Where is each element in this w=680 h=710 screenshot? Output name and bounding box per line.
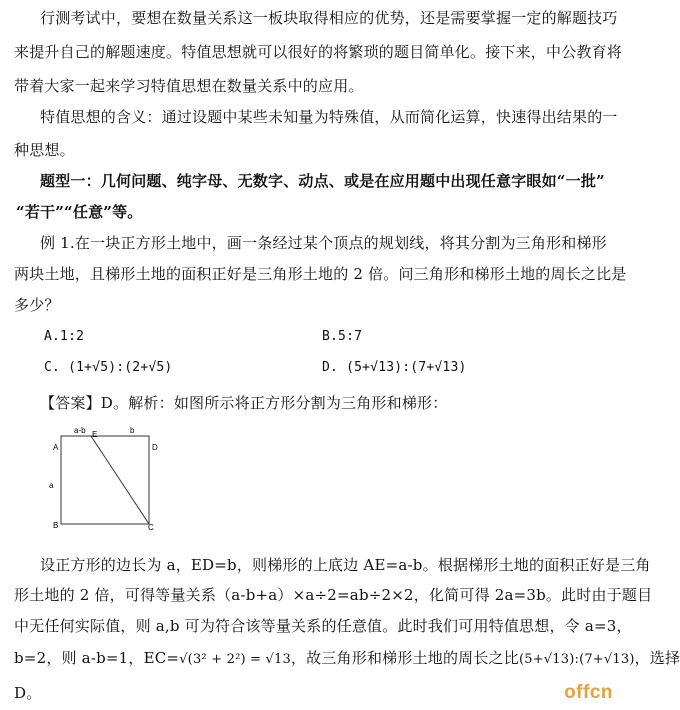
option-c-label: C. xyxy=(44,360,61,375)
offcn-watermark-logo: offcn xyxy=(564,682,613,703)
heading-type-one-line-2: “若干”“任意”等。 xyxy=(16,203,143,221)
option-d xyxy=(322,358,467,378)
option-c xyxy=(44,358,172,378)
option-d-formula: (5+√13):(7+√13) xyxy=(346,360,467,375)
example-line-3: 多少？ xyxy=(14,296,60,314)
option-d-label: D. xyxy=(322,360,339,375)
paragraph-intro-line-3: 带着大家一起来学习特值思想在数量关系中的应用。 xyxy=(14,77,364,95)
example-line-2: 两块土地，且梯形土地的面积正好是三角形土地的 2 倍。问三角形和梯形土地的周长之比是 xyxy=(14,265,627,283)
solution-line-4-part-b: ，故三角形和梯形土地的周长之比 xyxy=(290,649,519,667)
paragraph-intro-line-1: 行测考试中，要想在数量关系这一板块取得相应的优势，还是需要掌握一定的解题技巧 xyxy=(40,9,618,27)
heading-type-one-line-1: 题型一：几何问题、纯字母、无数字、动点、或是在应用题中出现任意字眼如“一批” xyxy=(40,172,605,190)
solution-line-2: 形土地的 2 倍，可得等量关系（a-b+a）×a÷2=ab÷2×2，化简可得 2a=3b。此时由于题目 xyxy=(14,586,653,604)
formula-ec: √(3² + 2²) = √13 xyxy=(179,652,291,667)
solution-line-4 xyxy=(14,648,680,670)
option-c-formula: (1+√5):(2+√5) xyxy=(68,360,173,375)
label-corner-a: A xyxy=(53,443,59,452)
example-line-1: 例 1.在一块正方形土地中，画一条经过某个顶点的规划线，将其分割为三角形和梯形 xyxy=(40,234,607,252)
paragraph-intro-line-2: 来提升自己的解题速度。特值思想就可以很好的将繁琐的题目简单化。接下来，中公教育将 xyxy=(14,43,623,61)
solution-line-1: 设正方形的边长为 a，ED=b，则梯形的上底边 AE=a-b。根据梯形土地的面积正好是三角 xyxy=(40,556,651,574)
solution-line-5: D。 xyxy=(14,684,42,702)
answer-line: 【答案】D。解析：如图所示将正方形分割为三角形和梯形： xyxy=(40,394,448,412)
label-corner-b: B xyxy=(53,521,59,530)
solution-line-4-part-a: b=2，则 a-b=1，EC= xyxy=(14,649,180,667)
label-b: b xyxy=(130,426,135,435)
label-side-a: a xyxy=(49,481,54,490)
solution-line-3: 中无任何实际值，则 a,b 可为符合该等量关系的任意值。此时我们可用特值思想，令 a=3， xyxy=(14,617,632,635)
paragraph-definition-line-1: 特值思想的含义：通过设题中某些未知量为特殊值，从而简化运算，快速得出结果的一 xyxy=(40,108,618,126)
label-corner-c: C xyxy=(148,523,154,532)
solution-line-4-part-c: ，选择 xyxy=(634,649,680,667)
square-division-figure xyxy=(44,422,164,532)
formula-ratio: (5+√13):(7+√13) xyxy=(518,652,635,667)
option-a: A.1:2 xyxy=(44,329,85,344)
label-corner-d: D xyxy=(152,443,158,452)
square-outline xyxy=(61,436,149,524)
label-e: E xyxy=(92,430,98,439)
division-line-ec xyxy=(91,436,149,524)
label-a-minus-b: a-b xyxy=(74,426,86,435)
paragraph-definition-line-2: 种思想。 xyxy=(14,141,75,159)
option-b: B.5:7 xyxy=(322,329,363,344)
